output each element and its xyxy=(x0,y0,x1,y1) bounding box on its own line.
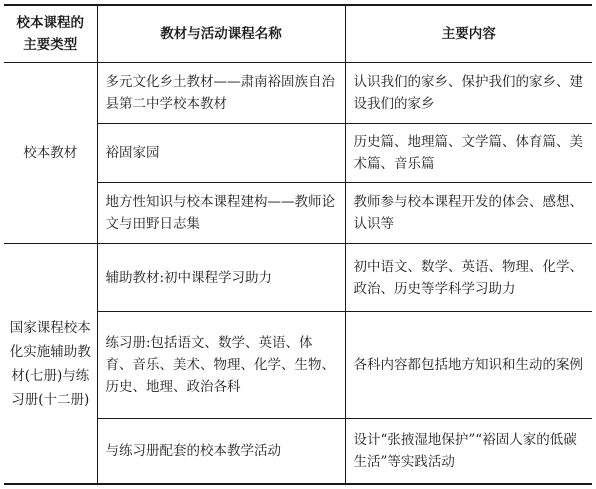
table-row xyxy=(4,244,592,312)
course-name-cell: 辅助教材:初中课程学习助力 xyxy=(97,244,345,312)
course-name-cell: 多元文化乡土教材——肃南裕固族自治县第二中学校本教材 xyxy=(97,63,345,124)
content-cell: 认识我们的家乡、保护我们的家乡、建设我们的家乡 xyxy=(345,63,592,124)
header-main-content: 主要内容 xyxy=(345,5,592,63)
content-cell: 各科内容都包括地方知识和生动的案例 xyxy=(345,311,592,418)
course-name-cell: 裕固家园 xyxy=(97,124,345,183)
content-cell: 教师参与校本课程开发的体会、感想、认识等 xyxy=(345,183,592,244)
course-name-cell: 练习册:包括语文、数学、英语、体育、音乐、美术、物理、化学、生物、历史、地理、政治各科 xyxy=(97,311,345,418)
header-course-name: 教材与活动课程名称 xyxy=(97,5,345,63)
content-cell: 初中语文、数学、英语、物理、化学、政治、历史等学科学习助力 xyxy=(345,244,592,312)
content-cell: 设计“张掖湿地保护”“裕固人家的低碳生活”等实践活动 xyxy=(345,418,592,484)
course-name-cell: 与练习册配套的校本教学活动 xyxy=(97,418,345,484)
type-cell-school-textbook: 校本教材 xyxy=(4,63,97,244)
content-cell: 历史篇、地理篇、文学篇、体育篇、美术篇、音乐篇 xyxy=(345,124,592,183)
type-cell-national-curriculum: 国家课程校本化实施辅助教材(七册)与练习册(十二册) xyxy=(4,244,97,484)
header-curriculum-type: 校本课程的主要类型 xyxy=(4,5,97,63)
school-curriculum-table xyxy=(4,4,592,485)
table-row xyxy=(4,63,592,124)
course-name-cell: 地方性知识与校本课程建构——教师论文与田野日志集 xyxy=(97,183,345,244)
